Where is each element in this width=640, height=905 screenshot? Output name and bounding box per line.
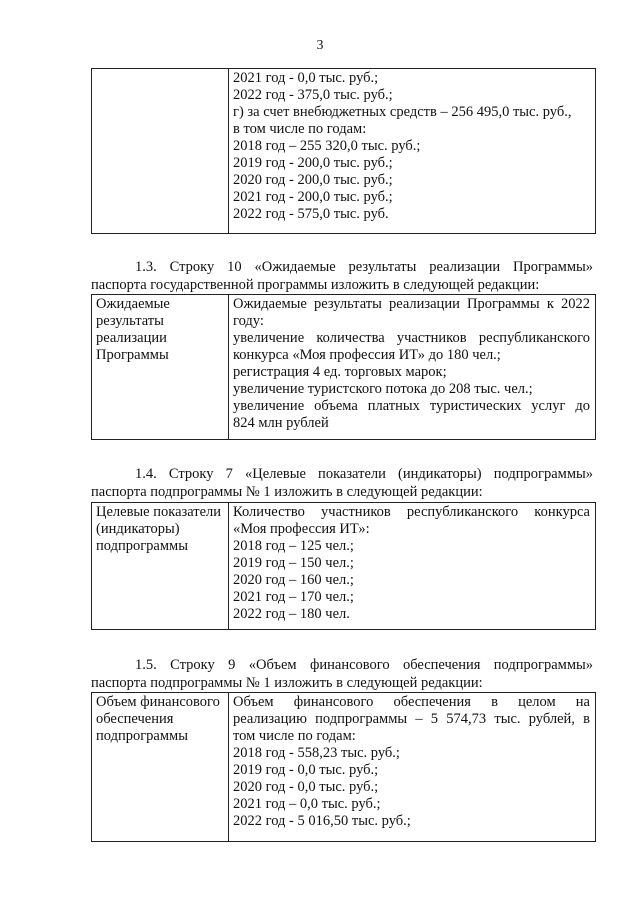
text-line: конкурса «Моя профессия ИТ» до 180 чел.; [233,347,501,363]
row-label-cell [92,503,229,630]
label-line: (индикаторы) [96,521,180,537]
text-line: г) за счет внебюджетных средств – 256 495,0 тыс. руб., [233,104,572,120]
label-line: Ожидаемые [96,296,170,312]
text-line: 2022 год - 375,0 тыс. руб.; [233,87,393,103]
text-line: 2020 год - 0,0 тыс. руб.; [233,779,379,795]
funding-volume-table [91,692,596,842]
text-line: 2022 год – 180 чел. [233,606,350,622]
text-line: регистрация 4 ед. торговых марок; [233,364,447,380]
label-line: Целевые показатели [96,504,222,520]
text-line: увеличение туристского потока до 208 тыс. чел.; [233,381,533,397]
row-content-cell [229,693,596,842]
label-line: результаты [96,313,164,329]
paragraph-line: 1.5. Строку 9 «Объем финансового обеспечения подпрограммы» [135,657,593,673]
text-line: Количество участников республиканского конкурса [233,504,590,520]
paragraph-line: паспорта государственной программы изложить в следующей редакции: [91,277,540,293]
row-content-cell [229,295,596,440]
amendment-paragraph-1-3 [91,258,593,294]
funding-details-cell [229,69,596,234]
amendment-paragraph-1-4 [91,465,593,501]
text-line: 2018 год – 125 чел.; [233,538,354,554]
paragraph-line: 1.3. Строку 10 «Ожидаемые результаты реализации Программы» [135,259,593,275]
text-line: 2022 год - 575,0 тыс. руб. [233,206,389,222]
expected-results-table [91,294,596,440]
label-line: Объем финансового [96,694,220,710]
label-line: Программы [96,347,169,363]
text-line: «Моя профессия ИТ»: [233,521,370,537]
amendment-paragraph-1-5 [91,656,593,692]
page-number: 3 [316,38,324,53]
text-line: реализацию подпрограммы – 5 574,73 тыс. рублей, в [233,711,590,727]
label-line: реализации [96,330,167,346]
text-line: в том числе по годам: [233,121,367,137]
text-line: 824 млн рублей [233,415,329,431]
text-line: 2018 год - 558,23 тыс. руб.; [233,745,400,761]
text-line: увеличение количества участников республиканского [233,330,590,346]
text-line: 2019 год – 150 чел.; [233,555,354,571]
text-line: Ожидаемые результаты реализации Программы к 2022 [233,296,590,312]
text-line: 2021 год – 170 чел.; [233,589,354,605]
target-indicators-table [91,502,596,630]
text-line: том числе по годам: [233,728,356,744]
paragraph-line: 1.4. Строку 7 «Целевые показатели (индикаторы) подпрограммы» [135,466,593,482]
text-line: 2019 год - 200,0 тыс. руб.; [233,155,393,171]
label-line: обеспечения [96,711,174,727]
text-line: 2019 год - 0,0 тыс. руб.; [233,762,379,778]
text-line: 2022 год - 5 016,50 тыс. руб.; [233,813,411,829]
row-label-cell [92,295,229,440]
text-line: увеличение объема платных туристических услуг до [233,398,590,414]
text-line: 2018 год – 255 320,0 тыс. руб.; [233,138,421,154]
text-line: 2020 год - 200,0 тыс. руб.; [233,172,393,188]
text-line: 2020 год – 160 чел.; [233,572,354,588]
text-line: году: [233,313,264,329]
paragraph-line: паспорта подпрограммы № 1 изложить в следующей редакции: [91,675,483,691]
paragraph-line: паспорта подпрограммы № 1 изложить в следующей редакции: [91,484,483,500]
row-label-cell [92,693,229,842]
row-content-cell [229,503,596,630]
text-line: 2021 год - 0,0 тыс. руб.; [233,70,379,86]
label-line: подпрограммы [96,538,188,554]
text-line: 2021 год - 200,0 тыс. руб.; [233,189,393,205]
empty-label-cell [92,69,229,234]
funding-table-continued [91,68,596,234]
label-line: подпрограммы [96,728,188,744]
text-line: 2021 год – 0,0 тыс. руб.; [233,796,381,812]
text-line: Объем финансового обеспечения в целом на [233,694,590,710]
